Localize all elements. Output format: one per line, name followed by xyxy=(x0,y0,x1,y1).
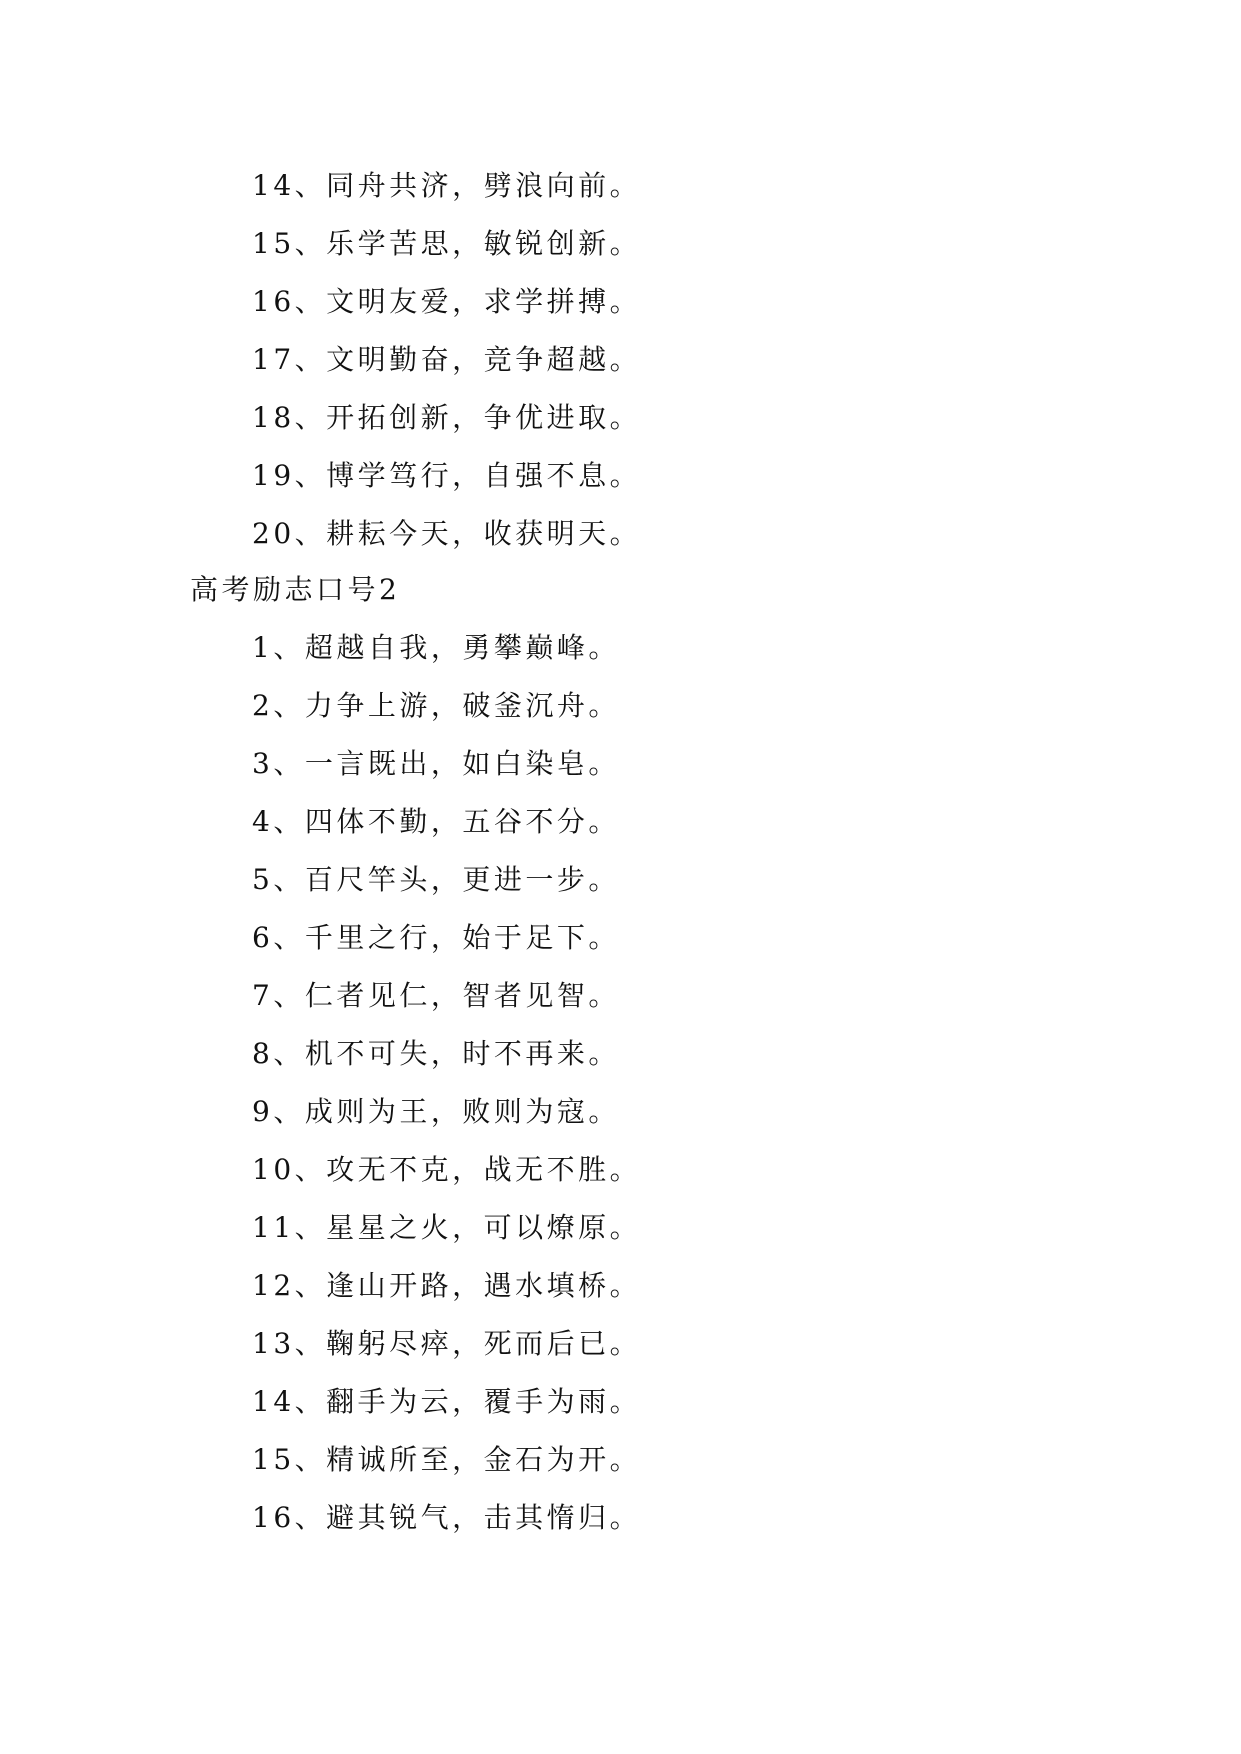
list-item: 6、千里之行，始于足下。 xyxy=(252,921,620,954)
list-item: 5、百尺竿头，更进一步。 xyxy=(252,863,620,896)
list-item: 18、开拓创新，争优进取。 xyxy=(252,401,642,434)
list-item: 4、四体不勤，五谷不分。 xyxy=(252,805,620,838)
list-item: 17、文明勤奋，竞争超越。 xyxy=(252,343,642,376)
list-item: 10、攻无不克，战无不胜。 xyxy=(252,1153,642,1186)
slogan-list-part2 xyxy=(0,561,1241,1547)
slogan-list-part1 xyxy=(0,157,1241,563)
list-item: 14、同舟共济，劈浪向前。 xyxy=(252,169,642,202)
section-heading: 高考励志口号2 xyxy=(190,573,401,606)
list-item: 11、星星之火，可以燎原。 xyxy=(252,1211,642,1244)
list-item: 14、翻手为云，覆手为雨。 xyxy=(252,1385,642,1418)
list-item: 15、精诚所至，金石为开。 xyxy=(252,1443,642,1476)
list-item: 13、鞠躬尽瘁，死而后已。 xyxy=(252,1327,642,1360)
list-item: 19、博学笃行，自强不息。 xyxy=(252,459,642,492)
list-item: 8、机不可失，时不再来。 xyxy=(252,1037,620,1070)
list-item: 20、耕耘今天，收获明天。 xyxy=(252,517,642,550)
list-item: 16、文明友爱，求学拼搏。 xyxy=(252,285,642,318)
list-item: 15、乐学苦思，敏锐创新。 xyxy=(252,227,642,260)
list-item: 3、一言既出，如白染皂。 xyxy=(252,747,620,780)
list-item: 1、超越自我，勇攀巅峰。 xyxy=(252,631,620,664)
list-item: 16、避其锐气，击其惰归。 xyxy=(252,1501,642,1534)
list-item: 2、力争上游，破釜沉舟。 xyxy=(252,689,620,722)
list-item: 7、仁者见仁，智者见智。 xyxy=(252,979,620,1012)
list-item: 12、逢山开路，遇水填桥。 xyxy=(252,1269,642,1302)
list-item: 9、成则为王，败则为寇。 xyxy=(252,1095,620,1128)
